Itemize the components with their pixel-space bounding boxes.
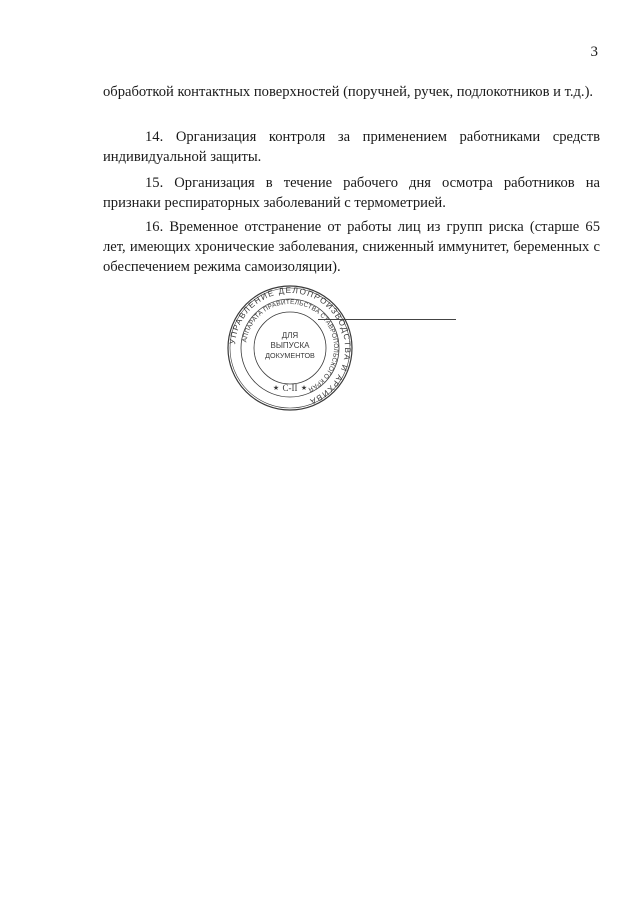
paragraph-item-16: 16. Временное отстранение от работы лиц из групп риска (старше 65 лет, имеющих хронические заболевания, сниженный иммунитет, беременных с обеспечением режима самоизоляции).	[103, 219, 600, 275]
official-stamp	[226, 284, 354, 412]
stamp-inner-text: АППАРАТА ПРАВИТЕЛЬСТВА СТАВРОПОЛЬСКОГО КРАЯ	[241, 298, 340, 393]
stamp-center-line-2: ВЫПУСКА	[270, 341, 310, 350]
page-number: 3	[590, 44, 598, 60]
stamp-star-left-icon: ★	[272, 384, 280, 392]
stamp-outer-text: УПРАВЛЕНИЕ ДЕЛОПРОИЗВОДСТВА И АРХИВА	[228, 285, 353, 407]
stamp-star-right-icon: ★	[300, 384, 308, 392]
stamp-code: С-II	[282, 383, 298, 393]
stamp-center-line-3: ДОКУМЕНТОВ	[265, 351, 315, 360]
stamp-center-line-1: ДЛЯ	[281, 331, 299, 340]
paragraph-item-14: 14. Организация контроля за применением работниками средств индивидуальной защиты.	[103, 129, 600, 165]
paragraph-item-15: 15. Организация в течение рабочего дня осмотра работников на признаки респираторных заболеваний с термометрией.	[103, 175, 600, 211]
paragraph-continuation: обработкой контактных поверхностей (поручней, ручек, подлокотников и т.д.).	[103, 84, 594, 100]
